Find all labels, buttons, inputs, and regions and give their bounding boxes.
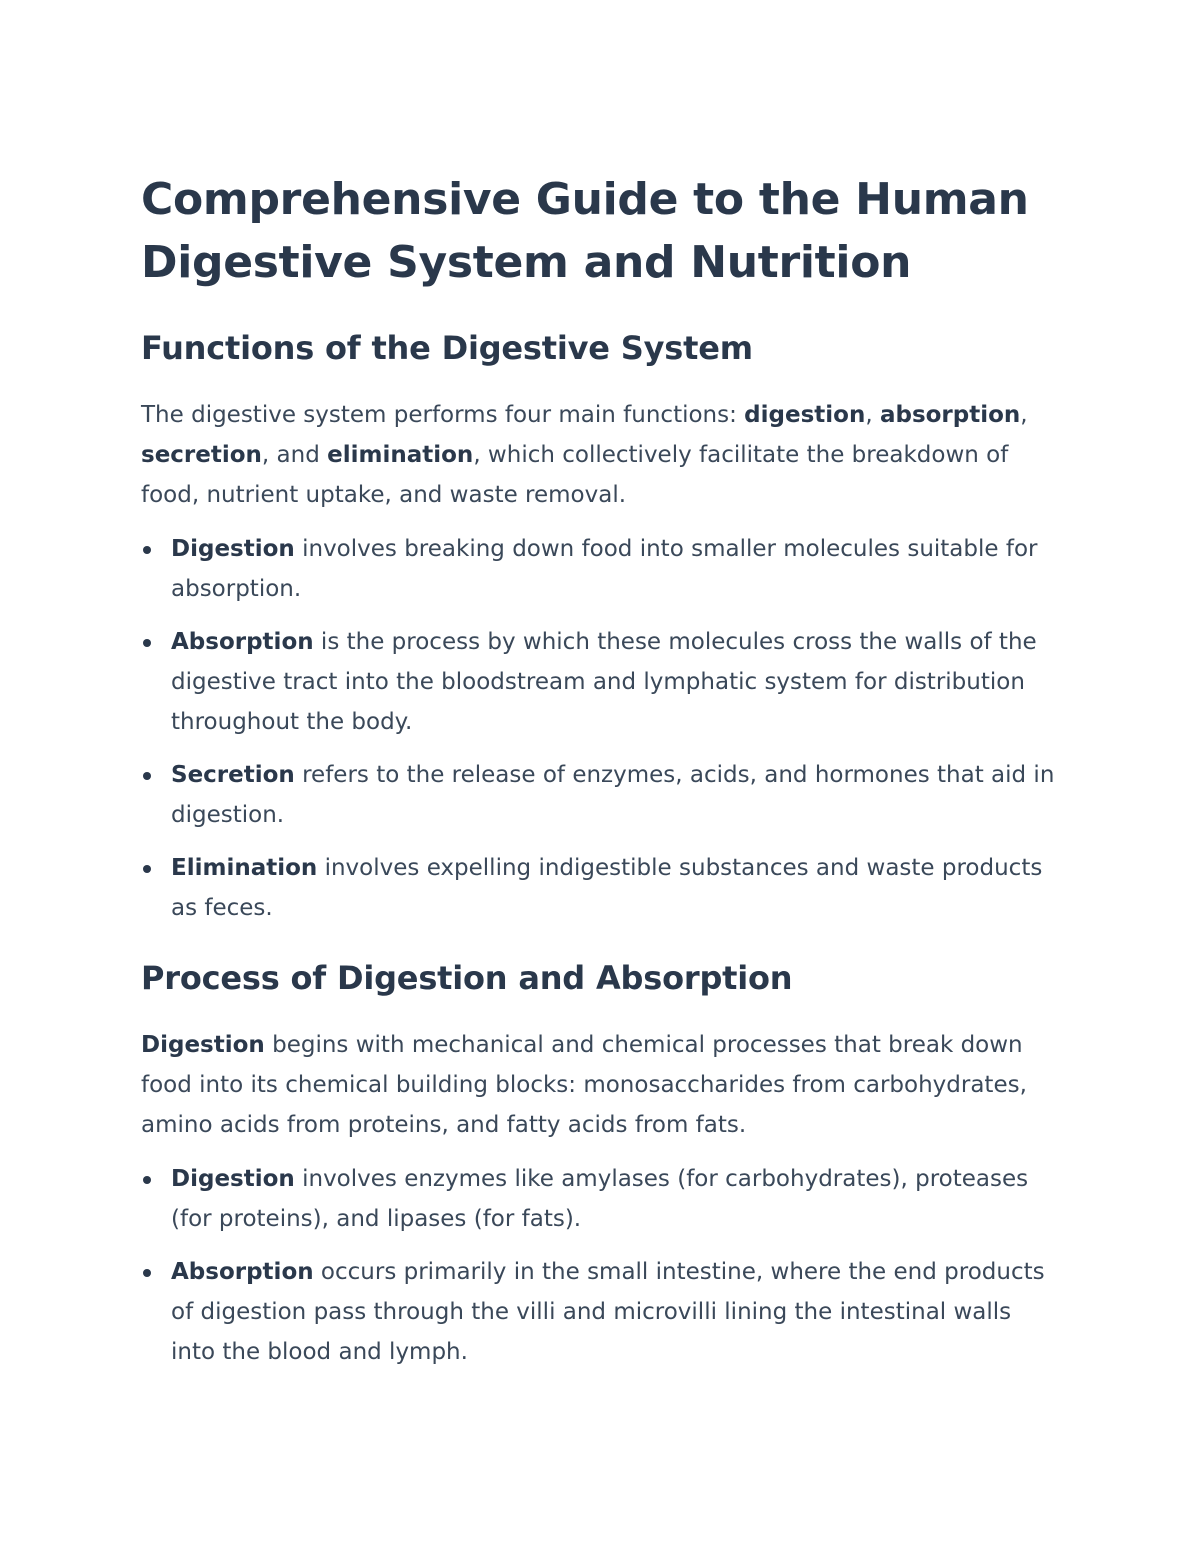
section-intro-process (141, 1025, 1061, 1145)
list-item-term: Digestion (171, 1166, 295, 1192)
document-page (141, 168, 1061, 1372)
bullet-icon (143, 1176, 151, 1184)
list-item-text: refers to the release of enzymes, acids, and hormones that aid in digestion. (171, 762, 1055, 828)
list-item-term: Secretion (171, 762, 295, 788)
bullet-icon (143, 772, 151, 780)
bullet-icon (143, 546, 151, 554)
list-item (141, 848, 1061, 928)
functions-list (141, 529, 1061, 928)
bullet-icon (143, 865, 151, 873)
document-title: Comprehensive Guide to the Human Digestive System and Nutrition (141, 174, 1029, 288)
bullet-icon (143, 1269, 151, 1277)
section-heading-process: Process of Digestion and Absorption (141, 959, 793, 997)
list-item (141, 1159, 1061, 1239)
intro-term: elimination (327, 442, 474, 468)
section-heading-functions: Functions of the Digestive System (141, 329, 753, 367)
intro-term: secretion (141, 442, 262, 468)
list-item (141, 1252, 1061, 1372)
list-item (141, 622, 1061, 742)
list-item-term: Absorption (171, 629, 314, 655)
intro-text: , (1020, 402, 1028, 428)
list-item-text: involves enzymes like amylases (for carbohydrates), proteases (for proteins), and lipases (for fats). (171, 1166, 1029, 1232)
intro-text: begins with mechanical and chemical processes that break down food into its chemical building blocks: monosaccharides from carbohydrates, amino acids from proteins, and fatty acids from fats. (141, 1032, 1027, 1138)
list-item (141, 755, 1061, 835)
list-item (141, 529, 1061, 609)
list-item-text: involves expelling indigestible substances and waste products as feces. (171, 855, 1043, 921)
list-item-term: Elimination (171, 855, 318, 881)
list-item-text: involves breaking down food into smaller molecules suitable for absorption. (171, 536, 1038, 602)
intro-term: absorption (879, 402, 1021, 428)
intro-text: The digestive system performs four main functions: (141, 402, 745, 428)
intro-text: , (865, 402, 880, 428)
intro-term: digestion (744, 402, 866, 428)
intro-term: Digestion (141, 1032, 265, 1058)
intro-text: , and (261, 442, 328, 468)
intro-text: , which collectively facilitate the breakdown of food, nutrient uptake, and waste removal. (141, 442, 1009, 508)
list-item-term: Absorption (171, 1259, 314, 1285)
list-item-text: occurs primarily in the small intestine, where the end products of digestion pass through the villi and microvilli lining the intestinal walls into the blood and lymph. (171, 1259, 1045, 1365)
bullet-icon (143, 639, 151, 647)
process-list (141, 1159, 1061, 1372)
list-item-text: is the process by which these molecules cross the walls of the digestive tract into the bloodstream and lymphatic system for distribution throughout the body. (171, 629, 1037, 735)
section-intro-functions (141, 395, 1061, 515)
list-item-term: Digestion (171, 536, 295, 562)
